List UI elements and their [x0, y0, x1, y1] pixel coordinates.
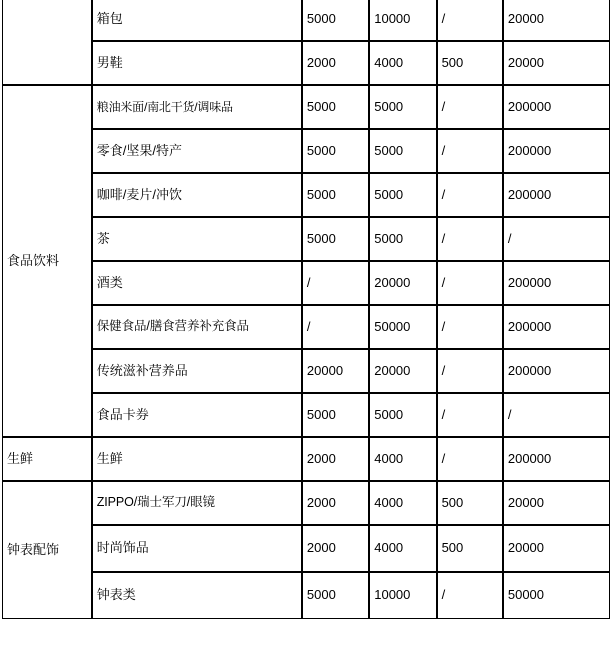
subcategory-cell: 男鞋	[92, 41, 302, 85]
value-cell-3: /	[437, 437, 503, 481]
category-cell-fresh: 生鲜	[2, 437, 92, 481]
value-cell-2: 4000	[369, 481, 436, 525]
value-cell-4: 20000	[503, 41, 610, 85]
table-row	[2, 217, 610, 261]
value-cell-1: 2000	[302, 437, 369, 481]
table-row	[2, 41, 610, 85]
value-cell-2: 20000	[369, 349, 436, 393]
table-row	[2, 572, 610, 619]
value-cell-4: /	[503, 393, 610, 437]
value-cell-1: 5000	[302, 217, 369, 261]
table-row	[2, 173, 610, 217]
table-row	[2, 0, 610, 41]
value-cell-4: 200000	[503, 129, 610, 173]
value-cell-4: 200000	[503, 437, 610, 481]
value-cell-1: 5000	[302, 0, 369, 41]
value-cell-3: /	[437, 129, 503, 173]
value-cell-3: /	[437, 349, 503, 393]
fee-rate-table	[2, 0, 610, 619]
value-cell-4: 200000	[503, 305, 610, 349]
value-cell-4: 20000	[503, 0, 610, 41]
value-cell-4: 20000	[503, 481, 610, 525]
value-cell-4: 50000	[503, 572, 610, 619]
value-cell-3: /	[437, 261, 503, 305]
value-cell-4: /	[503, 217, 610, 261]
category-cell-watches-accessories: 钟表配饰	[2, 481, 92, 619]
value-cell-1: 5000	[302, 173, 369, 217]
value-cell-2: 4000	[369, 41, 436, 85]
value-cell-4: 200000	[503, 261, 610, 305]
value-cell-3: /	[437, 393, 503, 437]
table-row	[2, 525, 610, 572]
table-row	[2, 129, 610, 173]
value-cell-2: 10000	[369, 0, 436, 41]
value-cell-3: 500	[437, 481, 503, 525]
table-row	[2, 481, 610, 525]
value-cell-2: 10000	[369, 572, 436, 619]
value-cell-1: /	[302, 305, 369, 349]
value-cell-3: 500	[437, 41, 503, 85]
subcategory-cell: 箱包	[92, 0, 302, 41]
subcategory-cell: 生鲜	[92, 437, 302, 481]
value-cell-3: /	[437, 85, 503, 129]
table-row	[2, 85, 610, 129]
category-cell-food-beverage: 食品饮料	[2, 85, 92, 437]
subcategory-cell: 传统滋补营养品	[92, 349, 302, 393]
value-cell-3: /	[437, 572, 503, 619]
value-cell-1: 2000	[302, 481, 369, 525]
subcategory-cell: 食品卡券	[92, 393, 302, 437]
value-cell-4: 200000	[503, 85, 610, 129]
value-cell-3: /	[437, 173, 503, 217]
value-cell-2: 20000	[369, 261, 436, 305]
value-cell-2: 4000	[369, 437, 436, 481]
value-cell-2: 50000	[369, 305, 436, 349]
value-cell-2: 5000	[369, 129, 436, 173]
table-row	[2, 261, 610, 305]
value-cell-1: 2000	[302, 525, 369, 572]
value-cell-2: 4000	[369, 525, 436, 572]
subcategory-cell: 粮油米面/南北干货/调味品	[92, 85, 302, 129]
value-cell-1: 5000	[302, 129, 369, 173]
value-cell-1: 2000	[302, 41, 369, 85]
subcategory-cell: 酒类	[92, 261, 302, 305]
subcategory-cell: 咖啡/麦片/冲饮	[92, 173, 302, 217]
subcategory-cell: 零食/坚果/特产	[92, 129, 302, 173]
value-cell-1: 20000	[302, 349, 369, 393]
value-cell-1: 5000	[302, 393, 369, 437]
value-cell-1: 5000	[302, 572, 369, 619]
subcategory-cell: 茶	[92, 217, 302, 261]
value-cell-3: /	[437, 305, 503, 349]
category-cell	[2, 0, 92, 85]
table-row	[2, 437, 610, 481]
subcategory-cell: ZIPPO/瑞士军刀/眼镜	[92, 481, 302, 525]
subcategory-cell: 钟表类	[92, 572, 302, 619]
value-cell-3: /	[437, 217, 503, 261]
value-cell-2: 5000	[369, 85, 436, 129]
value-cell-1: /	[302, 261, 369, 305]
value-cell-2: 5000	[369, 393, 436, 437]
value-cell-4: 200000	[503, 173, 610, 217]
value-cell-3: 500	[437, 525, 503, 572]
subcategory-cell: 时尚饰品	[92, 525, 302, 572]
table-row	[2, 393, 610, 437]
table-row	[2, 349, 610, 393]
value-cell-2: 5000	[369, 217, 436, 261]
subcategory-cell: 保健食品/膳食营养补充食品	[92, 305, 302, 349]
value-cell-4: 200000	[503, 349, 610, 393]
value-cell-3: /	[437, 0, 503, 41]
value-cell-2: 5000	[369, 173, 436, 217]
table-body	[2, 0, 610, 619]
value-cell-4: 20000	[503, 525, 610, 572]
value-cell-1: 5000	[302, 85, 369, 129]
table-row	[2, 305, 610, 349]
